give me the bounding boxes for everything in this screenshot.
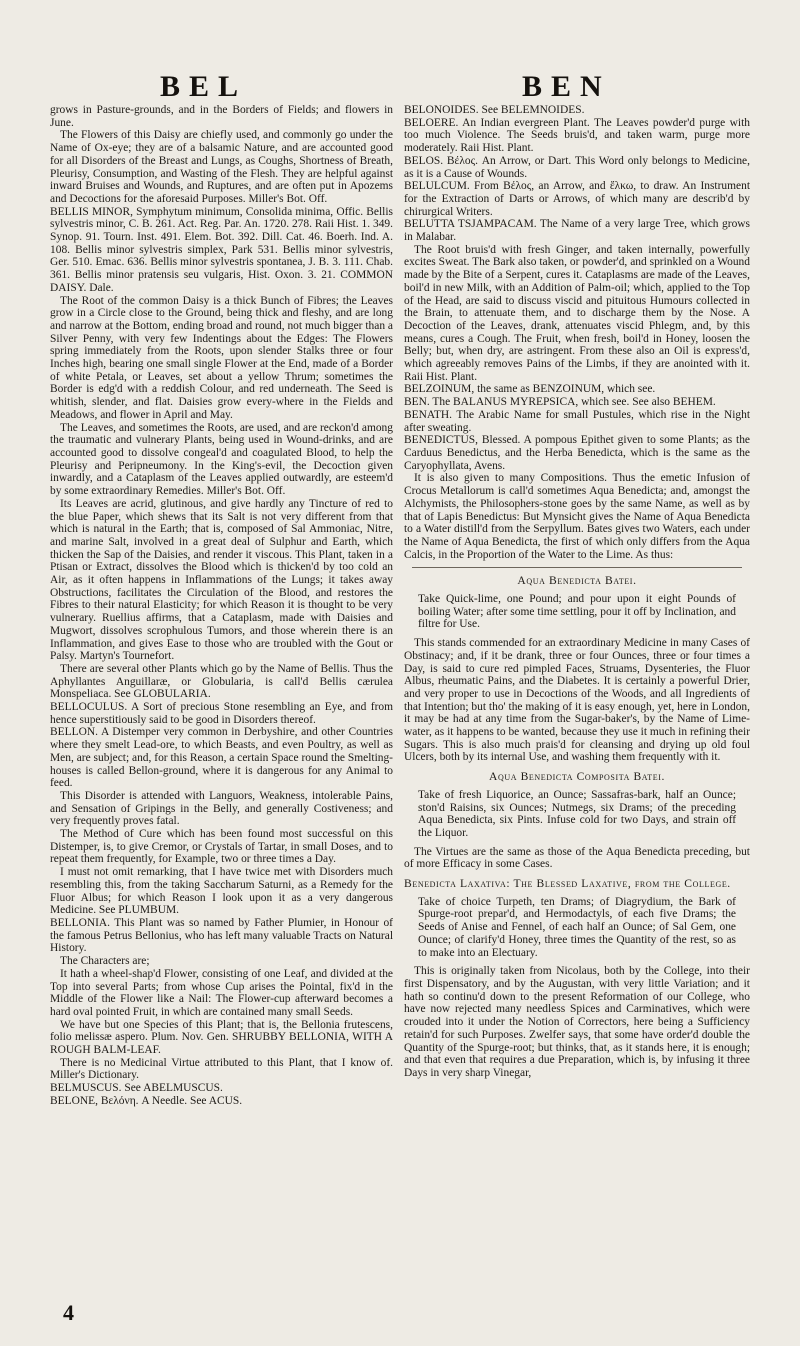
paragraph: The Leaves, and sometimes the Roots, are used, and are reckon'd among the traumatic and vulnerary Plants, being used in Wound-drinks, and are accounted good to dissolve congeal'd and coagulated Blood, to help the Pleurisy and Peripneumony. In the King's-evil, the Decoction given inwardly, and a Cataplasm of the Leaves applied outwardly, are esteem'd by some extraordinary Remedies. Miller's Bot. Off. [50,421,393,498]
entry-paragraph: BELONOIDES. See BELEMNOIDES. [404,104,585,116]
entry-paragraph: BELULCUM. From Βέλος, an Arrow, and ἕλκω, to draw. An Instrument for the Extraction of Darts or Arrows, of which many are describ'd by chirurgical Writers. [404,180,750,218]
recipe-title: Benedicta Laxativa: The Blessed Laxative, from the College. [404,877,731,891]
paragraph: We have but one Species of this Plant; that is, the Bellonia frutescens, folio melissæ aspero. Plum. Nov. Gen. SHRUBBY BELLONIA, WITH A ROUGH BALM-LEAF. [50,1018,393,1057]
entry-paragraph: BELOS. Βέλος. An Arrow, or Dart. This Word only belongs to Medicine, as it is a Cause of Wounds. [404,154,750,180]
paragraph: The Method of Cure which has been found most successful on this Distemper, is, to give Cremor, or Crystals of Tartar, in small Doses, and to repeat them frequently, for Example, two or three times a Day. [50,828,393,866]
paragraph: It is also given to many Compositions. Thus the emetic Infusion of Crocus Metallorum is call'd sometimes Aqua Benedicta; and, amongst the Alchymists, the Philosophers-stone goes by the same Name, as well as by that of Lapis Benedictus: But Mynsicht gives the Name of Aqua Benedicta to a Water distill'd from the Serpyllum. Bates gives two Waters, each under the Name of Aqua Benedicta, the first of which only differs from the Aqua Calcis, in the Proportion of the Water to the Lime. As thus: [404,472,750,561]
entry-paragraph: BELUTTA TSJAMPACAM. The Name of a very large Tree, which grows in Malabar. [404,218,750,244]
recipe-block [418,593,736,631]
paragraph: This stands commended for an extraordinary Medicine in many Cases of Obstinacy; and, if it be drank, three or four Ounces, three or four times a Day, is said to cure red pimpled Faces, Struams, Dysenteries, the Fluor Albus, rheumatic Pains, and the Diabetes. It is certainly a powerful Drier, and very proper to use in Decoctions of the Woods, and all Ingredients of that Intention; but tho' the making of it is easy enough, yet, here in London, it may be had at any time from the Sugar-baker's, by the Name of Lime-water, as it happens to be wanted, because they use it much in refining their Sugars. This is also much prais'd for cleansing and drying up old foul Ulcers, both by its internal Use, and washing them frequently with it. [404,637,750,764]
paragraph: The Root of the common Daisy is a thick Bunch of Fibres; the Leaves grow in a Circle close to the Ground, being thick and fleshy, and are long and narrow at the Bottom, ending broad and round, not much bigger than a Silver Penny, with very few Indentings about the Edges: The Flowers spring immediately from the Roots, upon slender Stalks three or four Inches high, bearing one small single Flower at the End, made of a Border of white Petala, or Leaves, set about a yellow Thrum; sometimes the Border is edg'd with a reddish Colour, and red underneath. The Seed is whitish, slender, and flat. Daisies grow every-where in the Fields and Meadows, and flower in April and May. [50,294,393,421]
entry-paragraph: BELOERE. An Indian evergreen Plant. The Leaves powder'd purge with too much Violence. The Seeds bruis'd, and taken warm, purge more moderately. Raii Hist. Plant. [404,116,750,155]
paragraph: The Root bruis'd with fresh Ginger, and taken internally, powerfully excites Sweat. The Bark also taken, or powder'd, and sprinkled on a Wound made by the Bite of a Serpent, cures it. Cataplasms are made of the Leaves, boil'd in new Milk, with an Addition of Palm-oil; which, applied to the Top of the Head, are said to discuss viscid and pituitous Humours collected in the Brain, to attenuate them, and to discharge them by the Nose. A Decoction of the Leaves, drank, attenuates viscid Phlegm, and, by this means, cures a Cough. The Fruit, when fresh, boil'd in Honey, loosen the Belly; but, when dry, are astringent. From these also an Oil is express'd, which agreeably removes Pains of the Limbs, if they are anointed with it. Raii Hist. Plant. [404,243,750,383]
recipe-title: Aqua Benedicta Batei. [517,574,637,588]
recipe-block [418,789,736,840]
paragraph: Its Leaves are acrid, glutinous, and give hardly any Tincture of red to the blue Paper, which shews that its Salt is not very different from that which is natural in the Earth; that is, composed of Sal Ammoniac, Nitre, and marine Salt, involved in a great deal of Sulphur and Earth, which thicken the Sap of the Daisies, and render it viscous. This Plant, taken in a Ptisan or Extract, dissolves the Blood which is thicken'd by too cold an Air, as it often happens in Inflammations of the Lungs; it takes away Obstructions, facilitates the Circulation of the Blood, and restores the Fibres to their natural Elasticity; for which Reason it is thought to be very vulnerary. Ruellius affirms, that a Cataplasm, made with Daisies and Mugwort, dissolves scrophulous Tumors, and those wherein there is an Inflammation, and gives Ease to those who are troubled with the Gout or Palsy. Martyn's Tournefort. [50,497,393,663]
paragraph: I must not omit remarking, that I have twice met with Disorders much resembling this, from the taking Saccharum Saturni, as a Remedy for the Fluor Albus; for which Reason I look upon it as a very dangerous Medicine. See PLUMBUM. [50,866,393,917]
recipe-text: Take Quick-lime, one Pound; and pour upon it eight Pounds of boiling Water; after some time settling, pour it off by Inclination, and filtre for Use. [418,593,736,631]
paragraph: grows in Pasture-grounds, and in the Borders of Fields; and flowers in June. [50,104,393,129]
entry-paragraph: BELLIS MINOR, Symphytum minimum, Consolida minima, Offic. Bellis sylvestris minor, C. B. 261. Act. Reg. Par. An. 1720. 278. Raii Hist. 1. 349. Synop. 91. Tourn. Inst. 491. Elem. Bot. 392. Dill. Cat. 46. Boerh. Ind. A. 108. Bellis minor sylvestris simplex, Park 531. Bellis minor sylvestris, Ger. 510. Emac. 636. Bellis minor sylvestris spontanea, J. B. 3. 111. Chab. 361. Bellis minor pratensis seu vulgaris, Hist. Oxon. 3. 21. COMMON DAISY. Dale. [50,205,393,294]
left-column [50,104,393,1324]
entry-paragraph: BELMUSCUS. See ABELMUSCUS. [50,1082,223,1095]
entry-paragraph: BELONE, Βελόνη. A Needle. See ACUS. [50,1094,243,1107]
paragraph: This is originally taken from Nicolaus, both by the College, into their first Dispensatory, and by the Augustan, with very little Variation; and it hath so continu'd down to the present Reformation of our College, who have now rejected many needless Spices and Carminatives, which were crouded into it under the Notion of Correctors, here being a Sufficiency retain'd for such Purposes. Zwelfer says, that some have order'd double the Quantity of the Spurge-root; but thinks, that, as it stands here, it is enough; and that even that requires a due Preparation, which is, by infusing it three Days in very sharp Vinegar, [404,965,750,1079]
paragraph: The Characters are; [60,955,150,968]
paragraph: The Virtues are the same as those of the Aqua Benedicta preceding, but of more Efficacy in some Cases. [404,845,750,871]
running-head-right: BEN [522,70,611,103]
entry-paragraph: BELZOINUM, the same as BENZOINUM, which see. [404,383,656,396]
paragraph: There are several other Plants which go by the Name of Bellis. Thus the Aphyllantes Anguillaræ, or Globularia, is call'd Bellis cærulea Monspeliaca. See GLOBULARIA. [50,662,393,701]
entry-paragraph: BELLONIA. This Plant was so named by Father Plumier, in Honour of the famous Petrus Bellonius, who has left many valuable Tracts on Natural History. [50,917,393,955]
page-number: 4 [63,1300,74,1325]
recipe-title: Aqua Benedicta Composita Batei. [488,770,666,784]
divider [412,567,742,568]
right-column [404,104,750,1324]
entry-paragraph: BENEDICTUS, Blessed. A pompous Epithet given to some Plants; as the Carduus Benedictus, and the Herba Benedicta, which is the same as the Caryophyllata, Avens. [404,434,750,472]
entry-paragraph: BELLON. A Distemper very common in Derbyshire, and other Countries where they smelt Lead-ore, to which Beasts, and even Poultry, as well as Men, are subject; and, for this Reason, a certain Space round the Smelting-houses is called Bellon-ground, where it is dangerous for any Animal to feed. [50,726,393,790]
entry-paragraph: BENATH. The Arabic Name for small Pustules, which rise in the Night after sweating. [404,408,750,434]
entry-paragraph: BELLOCULUS. A Sort of precious Stone resembling an Eye, and from hence superstitiously said to be good in Disorders thereof. [50,701,393,726]
paragraph: This Disorder is attended with Languors, Weakness, intolerable Pains, and Sensation of Gripings in the Belly, and generally Costiveness; and very frequently proves fatal. [50,789,393,828]
recipe-block [418,896,736,960]
paragraph: There is no Medicinal Virtue attributed to this Plant, that I know of. Miller's Dictionary. [50,1056,393,1082]
entry-paragraph: BEN. The BALANUS MYREPSICA, which see. See also BEHEM. [404,396,716,409]
paragraph: The Flowers of this Daisy are chiefly used, and commonly go under the Name of Ox-eye; they are of a balsamic Nature, and are accounted good for all Disorders of the Breast and Lungs, as Coughs, Shortness of Breath, Pleurisy, Consumption, and Wasting of the Flesh. They are helpful against inward Bruises and Wounds, and Ruptures, and are often put in Apozems and Decoctions for the aforesaid Purposes. Miller's Bot. Off. [50,129,393,205]
recipe-text: Take of fresh Liquorice, an Ounce; Sassafras-bark, half an Ounce; ston'd Raisins, six Ounces; Nutmegs, six Drams; of the preceding Aqua Benedicta, six Pints. Infuse cold for two Days, and strain off the Liquor. [418,788,736,839]
recipe-text: Take of choice Turpeth, ten Drams; of Diagrydium, the Bark of Spurge-root prepar'd, and Hermodactyls, of each five Drams; the Seeds of Anise and Fennel, of each half an Ounce; of Sal Gem, one Ounce; of clarify'd Honey, three times the Quantity of the rest, so as to make into an Electuary. [418,895,736,959]
running-head-left: BEL [160,70,248,103]
paragraph: It hath a wheel-shap'd Flower, consisting of one Leaf, and divided at the Top into several Parts; from whose Cup arises the Pointal, fix'd in the Middle of the Flower like a Nail: The Flower-cup afterward becomes a hard oval pointed Fruit, in which are contained many small Seeds. [50,967,393,1018]
